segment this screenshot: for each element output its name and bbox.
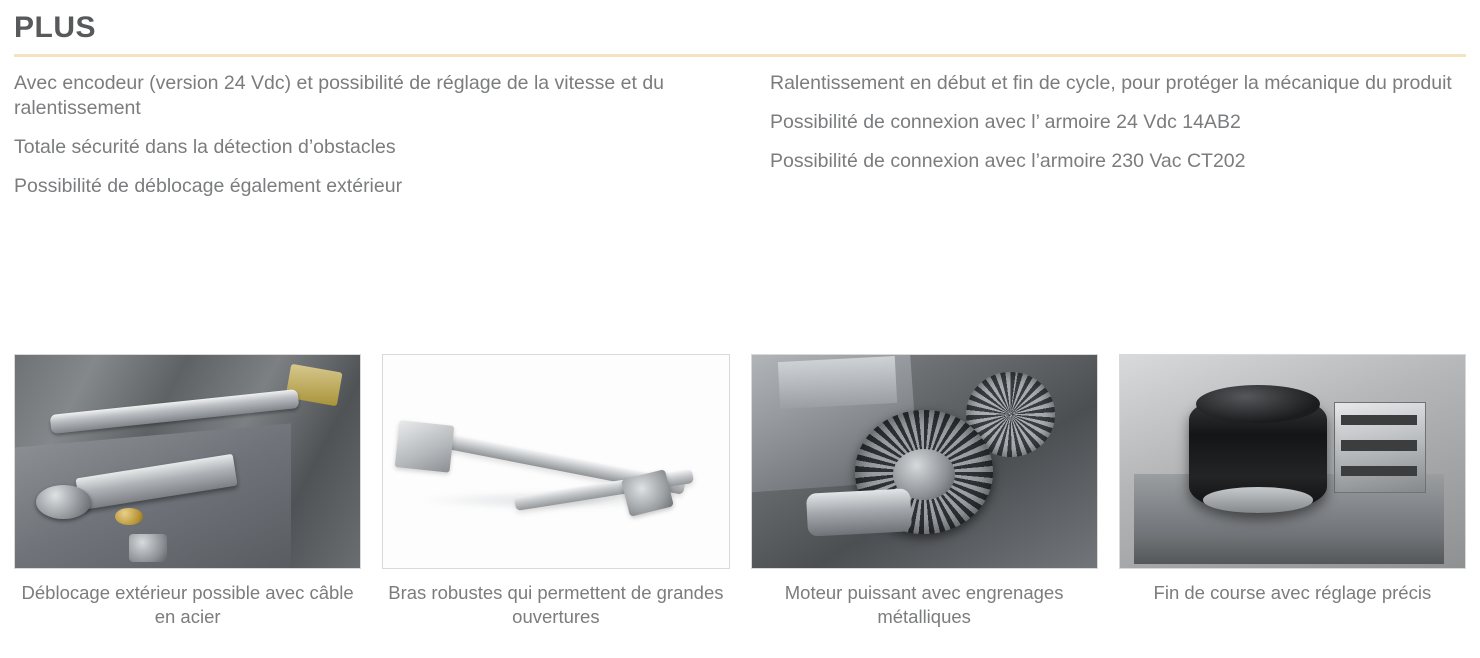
plus-item: Ralentissement en début et fin de cycle, pour protéger la mécanique du produit	[770, 72, 1452, 94]
articulated-arm-photo	[382, 354, 729, 569]
plus-features-grid	[14, 71, 1466, 199]
release-lever-photo	[14, 354, 361, 569]
gallery-item	[14, 354, 361, 629]
plus-item: Totale sécurité dans la détection d’obstacles	[14, 136, 396, 158]
photo-caption: Bras robustes qui permettent de grandes ouvertures	[388, 582, 724, 627]
title-divider	[14, 54, 1466, 57]
photo-caption: Moteur puissant avec engrenages métalliques	[784, 582, 1064, 627]
photo-artwork	[383, 355, 728, 568]
plus-column-right	[770, 71, 1466, 174]
gallery-item	[751, 354, 1098, 629]
plus-item: Avec encodeur (version 24 Vdc) et possibilité de réglage de la vitesse et du ralentissement	[14, 72, 665, 119]
limit-switch-photo	[1119, 354, 1466, 569]
plus-item: Possibilité de déblocage également extérieur	[14, 175, 403, 197]
feature-photo-gallery	[14, 354, 1466, 629]
plus-column-left	[14, 71, 710, 199]
photo-artwork	[752, 355, 1097, 568]
photo-artwork	[15, 355, 360, 568]
photo-caption: Déblocage extérieur possible avec câble en acier	[21, 582, 354, 627]
photo-caption: Fin de course avec réglage précis	[1153, 582, 1432, 603]
plus-item: Possibilité de connexion avec l’armoire 230 Vac CT202	[770, 150, 1246, 172]
metal-gears-photo	[751, 354, 1098, 569]
gallery-item	[382, 354, 729, 629]
plus-item: Possibilité de connexion avec l’ armoire 24 Vdc 14AB2	[770, 111, 1241, 133]
page-title: PLUS	[14, 11, 97, 44]
gallery-item	[1119, 354, 1466, 629]
photo-artwork	[1120, 355, 1465, 568]
